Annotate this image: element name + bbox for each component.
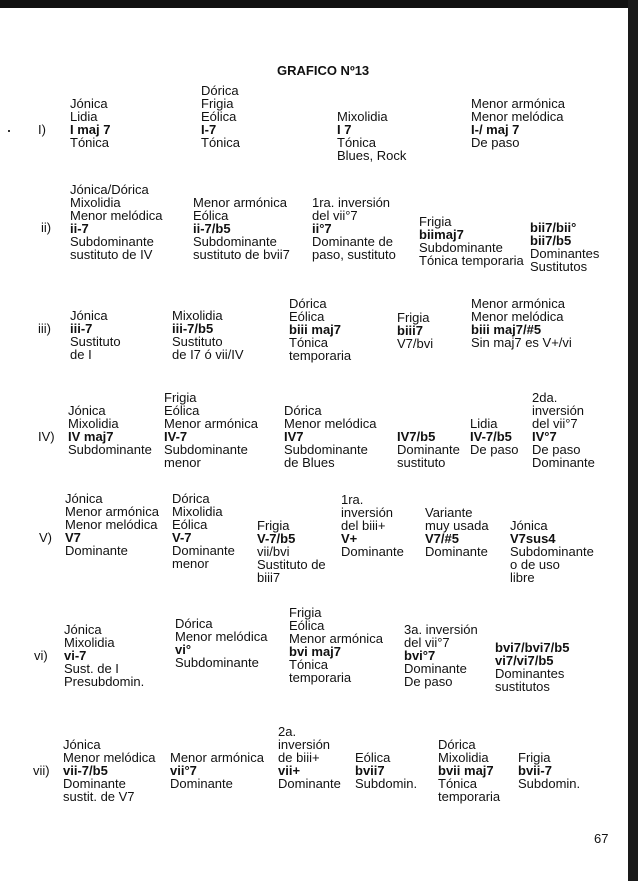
cell-V-dorica: Dórica Mixolidia Eólica V-7 Dominante menor: [172, 491, 235, 571]
cell-iii-dorica: Dórica Eólica biii maj7 Tónica temporaria: [289, 296, 352, 363]
cell-ii-jonica-dorica: Jónica/Dórica Mixolidia Menor melódica ii-7 Subdominante sustituto de IV: [70, 182, 163, 262]
cell-vii-jonica: Jónica Menor melódica vii-7/b5 Dominante sustit. de V7: [63, 737, 156, 804]
row-label-vii: vii): [33, 763, 50, 778]
cell-IV-jonica: Jónica Mixolidia IV maj7 Subdominante: [68, 403, 152, 457]
scan-edge-top: [0, 0, 638, 8]
cell-ii-dominantes: bii7/bii° bii7/b5 Dominantes Sustitutos: [530, 220, 600, 274]
cell-V-variante: Variante muy usada V7/#5 Dominante: [425, 505, 489, 559]
row-label-IV: IV): [38, 429, 55, 444]
cell-vi-dominantes: bvi7/bvi7/b5 vi7/vi7/b5 Dominantes sustitutos: [495, 640, 570, 694]
row-label-I: I): [38, 122, 46, 137]
margin-mark: [8, 130, 10, 132]
cell-iii-frigia: Frigia biii7 V7/bvi: [397, 310, 434, 351]
row-label-iii: iii): [38, 321, 51, 336]
cell-vii-frigia: Frigia bvii-7 Subdomin.: [518, 750, 581, 791]
cell-V-inversion: 1ra. inversión del biii+ V+ Dominante: [341, 492, 404, 559]
cell-IV-frigia: Frigia Eólica Menor armónica IV-7 Subdominante menor: [164, 390, 258, 470]
cell-IV-dorica: Dórica Menor melódica IV7 Subdominante de Blues: [284, 403, 377, 470]
cell-I-dorica: Dórica Frigia Eólica I-7 Tónica: [201, 83, 241, 150]
cell-I-mixolidia: Mixolidia I 7 Tónica Blues, Rock: [337, 109, 407, 163]
cell-vi-dorica: Dórica Menor melódica vi° Subdominante: [175, 616, 268, 670]
cell-vi-frigia: Frigia Eólica Menor armónica bvi maj7 Tónica temporaria: [289, 605, 383, 685]
cell-iii-mixolidia: Mixolidia iii-7/b5 Sustituto de I7 ó vii/IV: [172, 308, 244, 362]
cell-ii-menor-armonica: Menor armónica Eólica ii-7/b5 Subdominante sustituto de bvii7: [193, 195, 290, 262]
cell-vi-inversion: 3a. inversión del vii°7 bvi°7 Dominante De paso: [404, 622, 478, 689]
cell-iii-jonica: Jónica iii-7 Sustituto de I: [70, 308, 121, 362]
cell-ii-frigia: Frigia biimaj7 Subdominante Tónica temporaria: [419, 214, 524, 268]
cell-vii-menor-armonica: Menor armónica vii°7 Dominante: [170, 750, 264, 791]
cell-iii-menor: Menor armónica Menor melódica biii maj7/#5 Sin maj7 es V+/vi: [471, 296, 572, 350]
cell-V-jonica: Jónica Menor armónica Menor melódica V7 Dominante: [65, 491, 159, 558]
cell-vii-inversion: 2a. inversión de biii+ vii+ Dominante: [278, 724, 341, 791]
cell-ii-inversion: 1ra. inversión del vii°7 ii°7 Dominante de paso, sustituto: [312, 195, 396, 262]
scan-edge-right: [628, 0, 638, 881]
cell-IV-lidia: Lidia IV-7/b5 De paso: [470, 416, 519, 457]
cell-V-sus4: Jónica V7sus4 Subdominante o de uso libre: [510, 518, 594, 585]
cell-vi-jonica: Jónica Mixolidia vi-7 Sust. de I Presubdomin.: [64, 622, 145, 689]
cell-IV-sustituto: IV7/b5 Dominante sustituto: [397, 429, 460, 470]
cell-vii-dorica: Dórica Mixolidia bvii maj7 Tónica temporaria: [438, 737, 501, 804]
cell-I-menor: Menor armónica Menor melódica I-/ maj 7 De paso: [471, 96, 565, 150]
cell-IV-inversion: 2da. inversión del vii°7 IV°7 De paso Dominante: [532, 390, 595, 470]
page-title: GRAFICO Nº13: [277, 63, 370, 78]
cell-vii-eolica: Eólica bvii7 Subdomin.: [355, 750, 418, 791]
page-number: 67: [594, 831, 609, 846]
cell-V-frigia: Frigia V-7/b5 vii/bvi Sustituto de biii7: [257, 518, 326, 585]
cell-I-jonica: Jónica Lidia I maj 7 Tónica: [70, 96, 111, 150]
row-label-ii: ii): [41, 220, 52, 235]
row-label-vi: vi): [34, 648, 48, 663]
row-label-V: V): [39, 530, 52, 545]
